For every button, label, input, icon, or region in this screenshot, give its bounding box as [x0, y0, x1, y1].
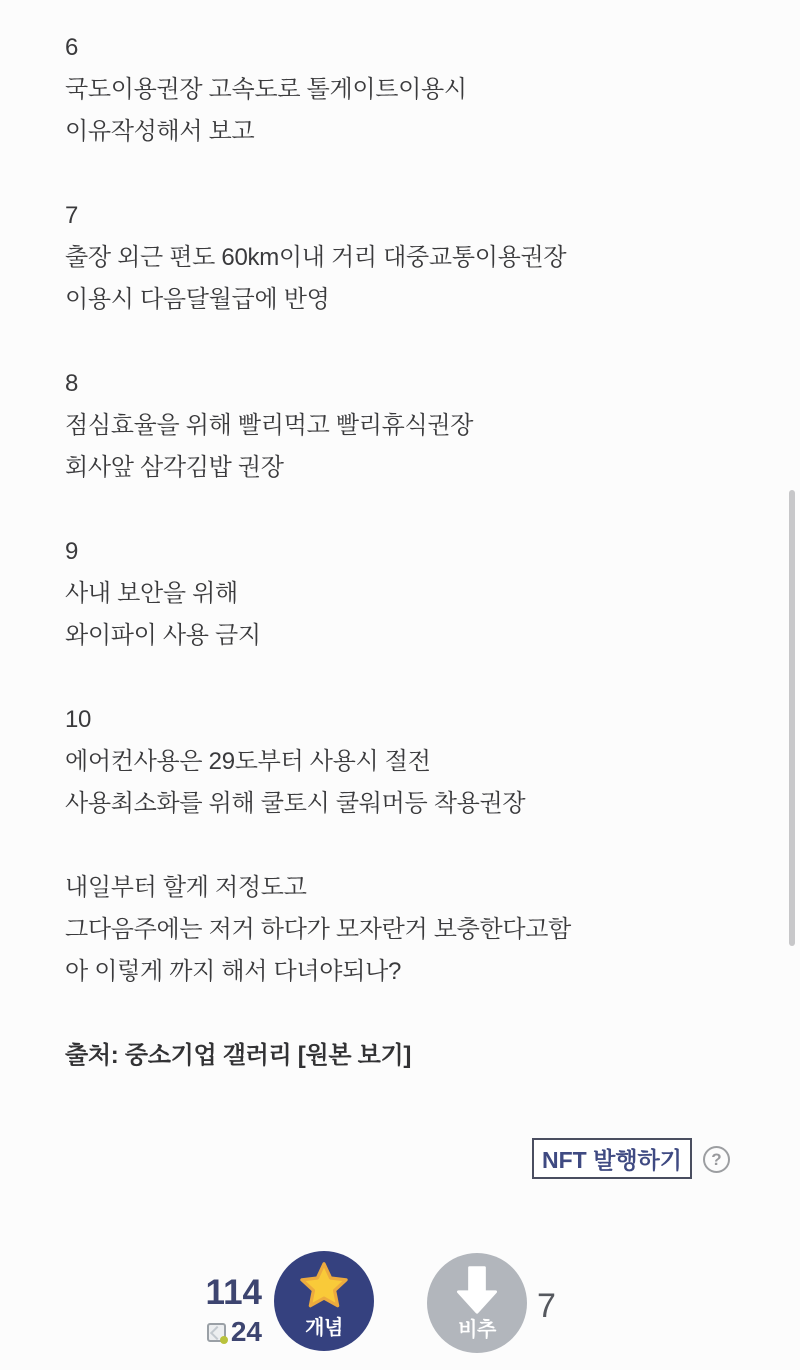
upvote-label: 개념 — [305, 1317, 343, 1339]
help-icon[interactable]: ? — [703, 1146, 730, 1173]
upvote-count: 114 — [205, 1273, 262, 1312]
post-line: 아 이렇게 까지 해서 다녀야되나? — [65, 958, 402, 985]
down-arrow-icon — [449, 1262, 505, 1316]
downvote-count: 7 — [537, 1287, 556, 1325]
nft-issue-button[interactable]: NFT 발행하기 — [532, 1138, 692, 1179]
post-line: 회사앞 삼각김밥 권장 — [65, 454, 284, 481]
post-line: 사내 보안을 위해 — [65, 580, 238, 607]
post-line-blank — [65, 153, 740, 195]
post-line-blank — [65, 825, 740, 867]
downvote-button[interactable] — [427, 1253, 527, 1353]
post-line: 와이파이 사용 금지 — [65, 622, 261, 649]
post-line: 그다음주에는 저거 하다가 모자란거 보충한다고함 — [65, 916, 572, 943]
post-source-line[interactable]: 출처: 중소기업 갤러리 [원본 보기] — [65, 1042, 412, 1069]
post-line: 8 — [65, 370, 79, 397]
member-upvote-icon — [207, 1323, 226, 1342]
post-line: 내일부터 할게 저정도고 — [65, 874, 307, 901]
post-line-blank — [65, 489, 740, 531]
post-line: 9 — [65, 538, 79, 565]
post-body — [65, 27, 740, 1077]
upvote-button[interactable] — [274, 1251, 374, 1351]
post-line: 점심효율을 위해 빨리먹고 빨리휴식권장 — [65, 412, 474, 439]
post-line-blank — [65, 321, 740, 363]
post-line: 에어컨사용은 29도부터 사용시 절전 — [65, 748, 431, 775]
member-upvote-count: 24 — [230, 1316, 262, 1347]
post-line-blank — [65, 657, 740, 699]
post-line-blank — [65, 993, 740, 1035]
post-line: 7 — [65, 202, 79, 229]
post-line: 6 — [65, 34, 79, 61]
downvote-label: 비추 — [458, 1319, 496, 1341]
post-line: 이용시 다음달월급에 반영 — [65, 286, 330, 313]
scrollbar-thumb[interactable] — [789, 490, 795, 946]
member-upvote-row — [178, 1318, 262, 1346]
post-line: 국도이용권장 고속도로 톨게이트이용시 — [65, 76, 467, 103]
post-line: 10 — [65, 706, 92, 733]
post-line: 출장 외근 편도 60km이내 거리 대중교통이용권장 — [65, 244, 567, 271]
post-line: 이유작성해서 보고 — [65, 118, 255, 145]
post-line: 사용최소화를 위해 쿨토시 쿨워머등 착용권장 — [65, 790, 526, 817]
star-icon — [295, 1261, 353, 1313]
